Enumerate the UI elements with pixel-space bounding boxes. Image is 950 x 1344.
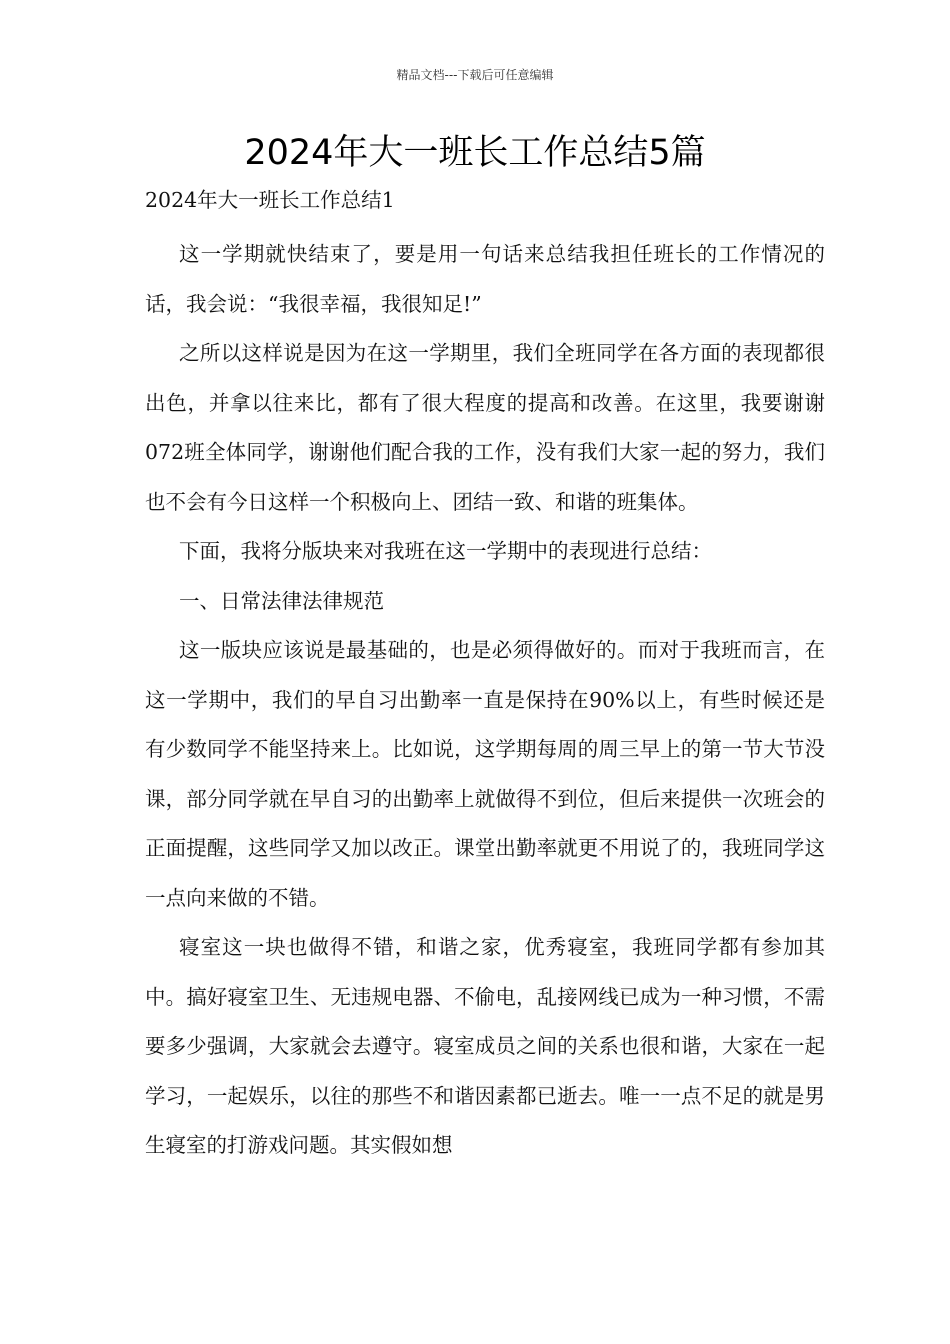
- section-subtitle: 2024年大一班长工作总结1: [145, 188, 395, 212]
- paragraph: 这一版块应该说是最基础的，也是必须得做好的。而对于我班而言，在这一学期中，我们的早自习出勤率一直是保持在90%以上，有些时候还是有少数同学不能坚持来上。比如说，这学期每周的周三早上的第一节大节没课，部分同学就在早自习的出勤率上就做得不到位，但后来提供一次班会的正面提醒，这些同学又加以改正。课堂出勤率就更不用说了的，我班同学这一点向来做的不错。: [145, 638, 825, 910]
- paragraph: 之所以这样说是因为在这一学期里，我们全班同学在各方面的表现都很出色，并拿以往来比，都有了很大程度的提高和改善。在这里，我要谢谢072班全体同学，谢谢他们配合我的工作，没有我们大家一起的努力，我们也不会有今日这样一个积极向上、团结一致、和谐的班集体。: [145, 341, 825, 514]
- document-body: [145, 180, 825, 1171]
- header-note: 精品文档---下载后可任意编辑: [396, 68, 554, 82]
- section-heading: 一、日常法律法律规范: [179, 588, 384, 613]
- paragraph: 下面，我将分版块来对我班在这一学期中的表现进行总结：: [179, 539, 712, 563]
- paragraph: 寝室这一块也做得不错，和谐之家，优秀寝室，我班同学都有参加其中。搞好寝室卫生、无违规电器、不偷电，乱接网线已成为一种习惯，不需要多少强调，大家就会去遵守。寝室成员之间的关系也很和谐，大家在一起学习，一起娱乐，以往的那些不和谐因素都已逝去。唯一一点不足的就是男生寝室的打游戏问题。其实假如想: [145, 935, 825, 1157]
- paragraph: 这一学期就快结束了，要是用一句话来总结我担任班长的工作情况的话，我会说：“我很幸福，我很知足!”: [145, 242, 825, 316]
- document-title: 2024年大一班长工作总结5篇: [244, 133, 706, 173]
